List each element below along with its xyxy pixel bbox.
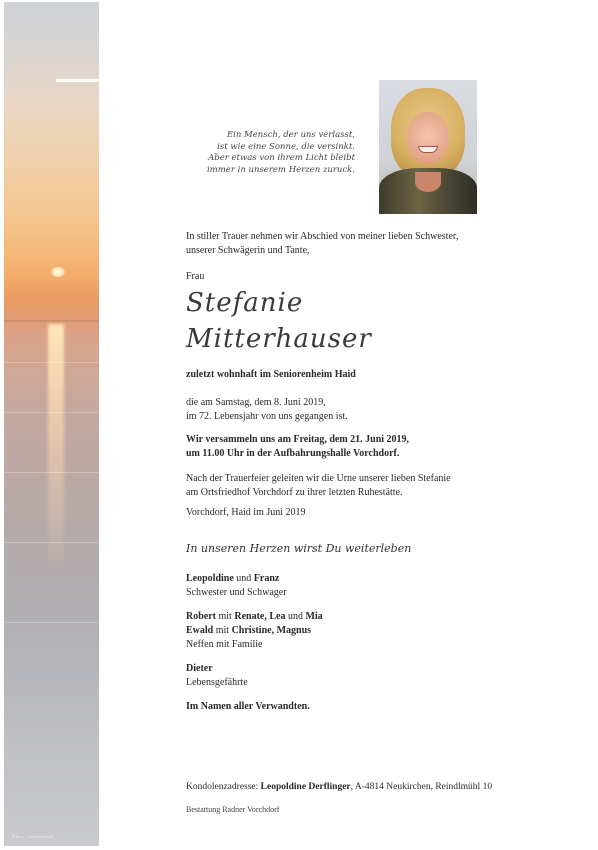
mourner-name: Franz: [253, 573, 280, 584]
condolence-address: [186, 780, 492, 794]
image-credit: © fo.t.l. - fotolia.com #0: [12, 834, 54, 839]
urn-line: Nach der Trauerfeier geleiten wir die Urne unserer lieben Stefanie: [186, 473, 451, 484]
death-line: im 72. Lebensjahr von uns gegangen ist.: [186, 411, 348, 422]
mourner-role: Lebensgefährte: [186, 677, 248, 688]
portrait-face: [407, 112, 449, 164]
mourner-name: Christine, Magnus: [231, 625, 312, 636]
undertaker: Bestattung Radner Vorchdorf: [186, 805, 280, 814]
sunset-image-strip: [4, 2, 99, 846]
residence: zuletzt wohnhaft im Seniorenheim Haid: [186, 369, 356, 380]
mourner-group-1: [186, 572, 279, 586]
wave: [4, 542, 99, 543]
gathering-line: um 11.00 Uhr in der Aufbahrungshalle Vorchdorf.: [186, 448, 400, 459]
mourner-group-2: [186, 610, 323, 624]
wave: [4, 362, 99, 363]
mourner-name: Ewald: [186, 625, 214, 636]
portrait-collar: [415, 172, 441, 192]
death-line: die am Samstag, dem 8. Juni 2019,: [186, 397, 326, 408]
mourner-name: Mia: [305, 611, 323, 622]
mourner-role: Neffen mit Familie: [186, 639, 263, 650]
poem-line: Aber etwas von ihrem Licht bleibt: [208, 153, 355, 163]
first-name: Stefanie: [186, 288, 304, 318]
poem: [170, 130, 355, 176]
condolence-prefix: Kondolenzadresse:: [186, 782, 261, 792]
cross-bar: [56, 79, 99, 82]
poem-line: immer in unserem Herzen zuruck.: [206, 164, 355, 175]
wave: [4, 412, 99, 413]
last-name: Mitterhauser: [186, 324, 372, 354]
connector: mit: [216, 611, 235, 622]
mourner-name: Dieter: [186, 663, 213, 674]
wave: [4, 622, 99, 623]
urn-line: am Ortsfriedhof Vorchdorf zu ihrer letzten Ruhestätte.: [186, 487, 403, 498]
wave: [4, 472, 99, 473]
mourner-name: Renate, Lea: [234, 611, 286, 622]
poem-line: Ein Mensch, der uns verlasst,: [226, 130, 355, 140]
intro-line: unserer Schwägerin und Tante,: [186, 245, 310, 256]
motto: In unseren Herzen wirst Du weiterleben: [186, 542, 412, 555]
mourner-name: Robert: [186, 611, 216, 622]
poem-line: ist wie eine Sonne, die versinkt.: [217, 141, 355, 152]
salutation: Frau: [186, 271, 205, 282]
sun: [51, 267, 65, 277]
portrait-photo: [379, 80, 477, 214]
connector: und: [233, 573, 254, 584]
connector: mit: [213, 625, 232, 636]
closing-line: Im Namen aller Verwandten.: [186, 701, 310, 712]
connector: und: [285, 611, 306, 622]
condolence-name: Leopoldine Derflinger: [260, 782, 351, 792]
condolence-location: , A-4814 Neukirchen, Reindlmühl 10: [350, 782, 493, 792]
mourner-name: Leopoldine: [186, 573, 234, 584]
intro-line: In stiller Trauer nehmen wir Abschied von meiner lieben Schwester,: [186, 231, 459, 242]
horizon-line: [4, 320, 99, 322]
gathering-line: Wir versammeln uns am Freitag, dem 21. Juni 2019,: [186, 434, 410, 445]
place-date: Vorchdorf, Haid im Juni 2019: [186, 507, 306, 518]
mourner-role: Schwester und Schwager: [186, 587, 287, 598]
mourner-group-3: [186, 624, 311, 638]
